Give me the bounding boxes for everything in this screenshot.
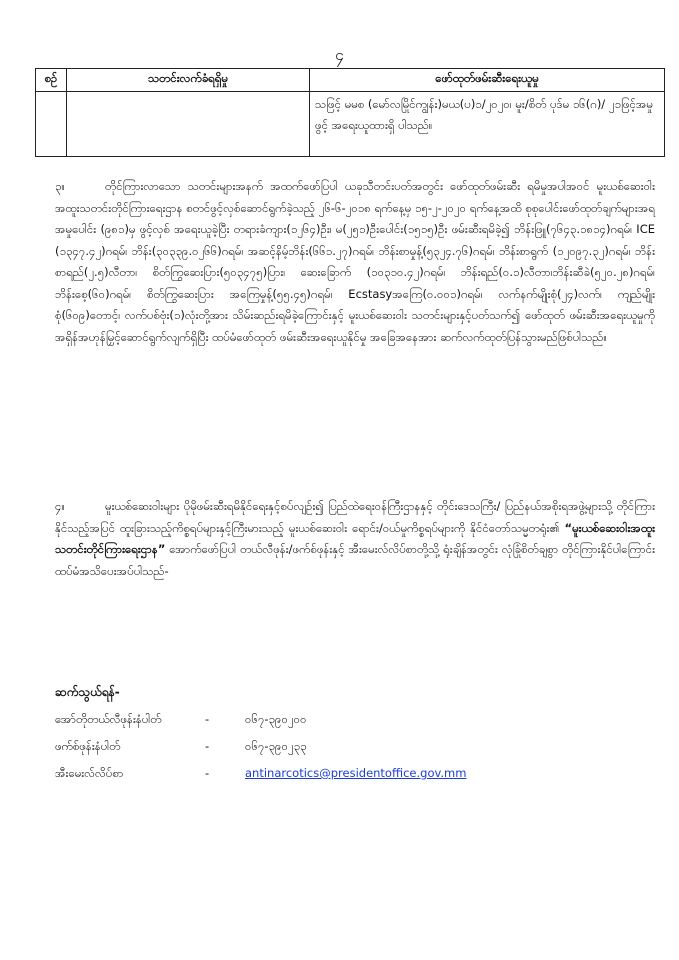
header-action-taken: ဖော်ထုတ်ဖမ်းဆီးရေးယူမှု <box>310 69 665 92</box>
cell-info-received <box>67 92 310 157</box>
email-link[interactable]: antinarcotics@presidentoffice.gov.mm <box>245 766 467 780</box>
phone-dash: - <box>205 712 210 726</box>
fax-number: ၀၆၇-၃၉၀၂၃၃ <box>245 739 307 753</box>
paragraph-3-number: ၃။ <box>55 179 65 193</box>
fax-dash: - <box>205 739 210 753</box>
email-label: အီးမေးလ်လိပ်စာ <box>55 766 124 780</box>
paragraph-4-number: ၄။ <box>55 499 65 513</box>
page-number: ၄ <box>335 45 344 64</box>
table-row <box>36 92 665 157</box>
header-info-received: သတင်းလက်ခံရရှိမှု <box>67 69 310 92</box>
cell-serial <box>36 92 67 157</box>
contact-heading: ဆက်သွယ်ရန်- <box>55 685 120 699</box>
paragraph-3-text: တိုင်ကြားလာသော သတင်းများအနက် အထက်ဖော်ပြပါ ယခုသီတင်းပတ်အတွင်း ဖော်ထုတ်ဖမ်းဆီး ရမိမှုအပါအဝင် မူးယစ်ဆေးဝါးအထူးသတင်းတိုင်ကြားရေးဌာန စတင်ဖွင့်လှစ်ဆောင်ရွက်ခဲ့သည့် ၂၆-၆-၂၀၁၈ ရက်နေ့မှ ၁၅-၂-၂၀၂၀ ရက်နေ့အထိ စုစုပေါင်းဖော်ထုတ်ချက်များအရ အမှုပေါင်း (၉၈၁)မှ ဖွင့်လှစ် အရေးယူခဲ့ပြီး တရားခံကျား(၁၂၆၄)ဦး၊ မ(၂၅၁)ဦးပေါင်း(၁၅၁၅)ဦး ဖမ်းဆီးရမိခဲ့၍ ဘိန်းဖြူ(၇၆၄၃.၁၈၁၄)ဂရမ်၊ ICE (၁၃၄၇.၄၂)ဂရမ်၊ ဘိန်း(၃၀၃၃၉.၀၂၆၆)ဂရမ်၊ အဆင့်နိမ့်ဘိန်း(၆၆၁.၂၇)ဂရမ်၊ ဘိန်းစာမှုန့်(၅၃၂၄.၇၆)ဂရမ်၊ ဘိန်းစာရွက် (၁၂၀၉၇.၃၂)ဂရမ်၊ ဘိန်းစာရည်(၂.၅)လီတာ၊ စိတ်ကြွဆေးပြား(၅၀၃၄၇၅)ပြား၊ ဆေးခြောက် (၁၀၃၁၀.၄၂)ဂရမ်၊ ဘိန်းရည်(၀.၁)လီတာ၊ဘိန်းဆီခဲ(၅၂၀.၂၈)ဂရမ်၊ ဘိန်းစေ့(၆၀)ဂရမ်၊ စိတ်ကြွဆေးပြား အကြေမှုန့်(၅၅.၄၅)ဂရမ်၊ Ecstasyအကြေ(၀.၀၀၁)ဂရမ်၊ လက်နက်မျိုးစုံ(၂၄)လက်၊ ကျည်မျိုးစုံ(၆၀၉)တောင့်၊ လက်ပစ်ဗုံး(၁)လုံးတို့အား သိမ်းဆည်းရမိခဲ့ကြောင်းနှင့် မူးယစ်ဆေးဝါး သတင်းများနှင့်ပတ်သက်၍ ဖော်ထုတ် ဖမ်းဆီးအရေးယူမှုကို အရှိန်အဟုန်မြှင့်ဆောင်ရွက်လျက်ရှိပြီး ထပ်မံဖော်ထုတ် ဖမ်းဆီးအရေးယူနိုင်မှု အခြေအနေအား ဆက်လက်ထုတ်ပြန်သွားမည်ဖြစ်ပါသည်။ <box>55 179 655 344</box>
paragraph-4-text-after: အောက်ဖော်ပြပါ တယ်လီဖုန်း/ဖက်စ်ဖုန်းနှင့် အီးမေးလ်လိပ်စာတို့သို့ ရုံးချိန်အတွင်း လုံခြုံစိတ်ချစွာ တိုင်ကြားနိုင်ပါကြောင်း ထပ်မံအသိပေးအပ်ပါသည်- <box>55 542 655 578</box>
email-dash: - <box>205 766 210 780</box>
header-serial: စဉ် <box>36 69 67 92</box>
table-header-row <box>36 69 665 92</box>
contact-row-email <box>55 762 615 784</box>
contact-row-fax <box>55 735 615 757</box>
paragraph-4-text-before: မူးယစ်ဆေးဝါးများ ပိုမိုဖမ်းဆီးရမိနိုင်ရေးနှင့်စပ်လျဉ်း၍ ပြည်ထဲရေးဝန်ကြီးဌာနနှင့် တိုင်းဒေသကြီး/ ပြည်နယ်အစိုးရအဖွဲ့များသို့ တိုင်ကြားနိုင်သည့်အပြင် ထူးခြားသည့်ကိစ္စရပ်များနှင့်ကြီးမားသည့် မူးယစ်ဆေးဝါး ရောင်း/ဝယ်မှုကိစ္စရပ်များကို နိုင်ငံတော်သမ္မတရုံး၏ <box>55 499 655 535</box>
cell-action-taken: သဖြင့် မမစ (မော်လမြိုင်ကျွန်း)မယ(ပ)၁/၂၀၂၀၊ မူး/စိတ် ပုဒ်မ ၁၆(ဂ)/ ၂၁ဖြင့်အမှုဖွင့် အရေးယူထားရှိ ပါသည်။ <box>310 92 665 157</box>
paragraph-3 <box>55 176 655 348</box>
phone-number: ၀၆၇-၃၉၀၂၀၀ <box>245 712 307 726</box>
contact-row-phone <box>55 708 615 730</box>
phone-label: အော်တိုတယ်လီဖုန်းနံပါတ် <box>55 712 162 726</box>
fax-label: ဖက်စ်ဖုန်းနံပါတ် <box>55 739 121 753</box>
department-name: “မူးယစ်ဆေးဝါးအထူးသတင်းတိုင်ကြားရေးဌာန” <box>55 520 655 556</box>
paragraph-4 <box>55 496 655 582</box>
report-table <box>35 68 665 157</box>
